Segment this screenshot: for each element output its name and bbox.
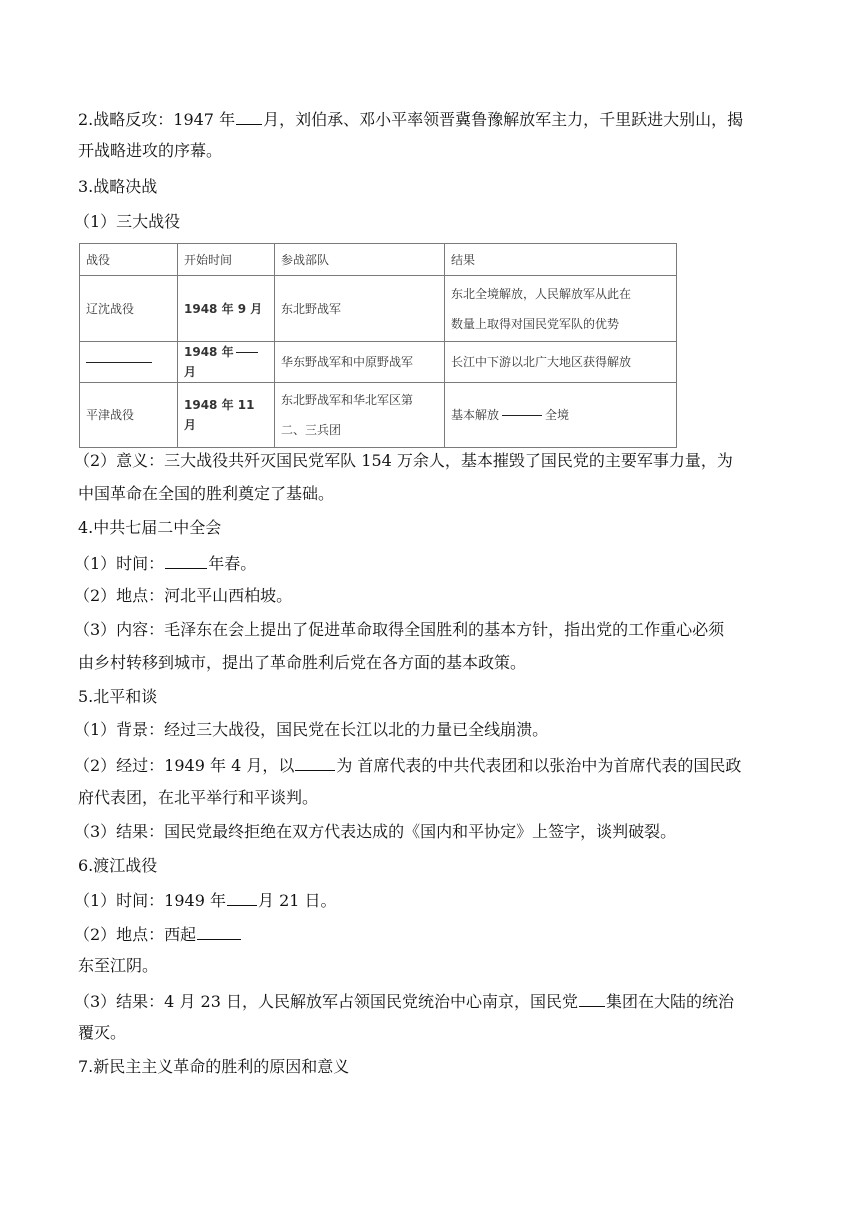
month-blank bbox=[227, 889, 257, 906]
section6-time-after: 月 21 日。 bbox=[258, 891, 337, 910]
cell-result bbox=[445, 276, 677, 342]
cell-forces-line2: 二、三兵团 bbox=[281, 423, 342, 437]
cell-battle: 平津战役 bbox=[80, 383, 178, 448]
section4-title: 4.中共七届二中全会 bbox=[78, 518, 222, 537]
section2-paragraph-line1 bbox=[78, 108, 788, 130]
cell-time bbox=[178, 342, 275, 383]
cell-result-after: 全境 bbox=[545, 408, 570, 422]
cell-forces bbox=[275, 383, 445, 448]
cell-time: 1948 年 9 月 bbox=[178, 276, 275, 342]
section5-process-after: 为 首席代表的中共代表团和以张治中为首席代表的国民政 bbox=[336, 756, 742, 775]
cell-forces: 东北野战军 bbox=[275, 276, 445, 342]
three-battles-table bbox=[79, 243, 677, 448]
section6-place-before: （2）地点：西起 bbox=[74, 925, 197, 944]
section4-content-line2: 由乡村转移到城市，提出了革命胜利后党在各方面的基本政策。 bbox=[78, 653, 527, 672]
section5-title: 5.北平和谈 bbox=[78, 687, 158, 706]
section6-result-after: 集团在大陆的统治 bbox=[605, 992, 734, 1011]
section6-result-line1 bbox=[74, 990, 784, 1012]
delegate-blank bbox=[295, 754, 335, 771]
cell-result-before: 基本解放 bbox=[451, 408, 500, 422]
year-blank bbox=[165, 552, 207, 569]
section5-process-line1 bbox=[74, 754, 784, 776]
cell-battle-blank bbox=[80, 342, 178, 383]
header-battle: 战役 bbox=[80, 244, 178, 276]
section3-title: 3.战略决战 bbox=[78, 177, 158, 196]
cell-time-before: 1948 年 bbox=[184, 345, 234, 359]
section6-result-before: （3）结果：4 月 23 日，人民解放军占领国民党统治中心南京，国民党 bbox=[74, 992, 578, 1011]
section6-place bbox=[74, 923, 784, 945]
month-blank bbox=[236, 352, 258, 353]
group-blank bbox=[579, 990, 605, 1007]
section4-content-line1: （3）内容：毛泽东在会上提出了促进革命取得全国胜利的基本方针，指出党的工作重心必须 bbox=[74, 620, 725, 639]
table-row bbox=[80, 342, 677, 383]
section4-place: （2）地点：河北平山西柏坡。 bbox=[74, 586, 293, 605]
section4-time bbox=[74, 552, 784, 574]
section4-time-before: （1）时间： bbox=[74, 554, 165, 573]
section5-background: （1）背景：经过三大战役，国民党在长江以北的力量已全线崩溃。 bbox=[74, 720, 549, 739]
header-start-time: 开始时间 bbox=[178, 244, 275, 276]
section7-title: 7.新民主主义革命的胜利的原因和意义 bbox=[78, 1057, 350, 1076]
section3-sub2-line1: （2）意义：三大战役共歼灭国民党军队 154 万余人，基本摧毁了国民党的主要军事力量，为 bbox=[74, 451, 733, 470]
section2-paragraph-line2: 开战略进攻的序幕。 bbox=[78, 141, 223, 160]
section3-sub2-line2: 中国革命在全国的胜利奠定了基础。 bbox=[78, 484, 335, 503]
section2-text-before-blank: 2.战略反攻：1947 年 bbox=[78, 110, 236, 129]
region-blank bbox=[502, 415, 542, 416]
section6-time bbox=[74, 889, 784, 911]
battle-name-blank bbox=[86, 362, 152, 363]
section6-place-line2: 东至江阴。 bbox=[78, 956, 159, 975]
cell-battle: 辽沈战役 bbox=[80, 276, 178, 342]
table-row bbox=[80, 383, 677, 448]
cell-result: 长江中下游以北广大地区获得解放 bbox=[445, 342, 677, 383]
cell-result bbox=[445, 383, 677, 448]
table-header-row bbox=[80, 244, 677, 276]
cell-time-after: 月 bbox=[184, 365, 197, 379]
cell-forces-line1: 东北野战军和华北军区第 bbox=[281, 393, 414, 407]
cell-time: 1948 年 11 月 bbox=[178, 383, 275, 448]
header-forces: 参战部队 bbox=[275, 244, 445, 276]
section6-time-before: （1）时间：1949 年 bbox=[74, 891, 226, 910]
section3-sub1: （1）三大战役 bbox=[74, 212, 181, 231]
place-blank bbox=[197, 923, 241, 940]
section2-text-after-blank: 月，刘伯承、邓小平率领晋冀鲁豫解放军主力，千里跃进大别山，揭 bbox=[263, 110, 744, 129]
cell-result-line2: 数量上取得对国民党军队的优势 bbox=[451, 316, 620, 331]
section6-result-line2: 覆灭。 bbox=[78, 1023, 127, 1042]
table-row bbox=[80, 276, 677, 342]
month-blank bbox=[236, 108, 262, 125]
cell-forces: 华东野战军和中原野战军 bbox=[275, 342, 445, 383]
section5-result: （3）结果：国民党最终拒绝在双方代表达成的《国内和平协定》上签字，谈判破裂。 bbox=[74, 822, 677, 841]
section4-time-after: 年春。 bbox=[208, 554, 257, 573]
section5-process-before: （2）经过：1949 年 4 月，以 bbox=[74, 756, 295, 775]
cell-result-line1: 东北全境解放，人民解放军从此在 bbox=[451, 286, 632, 301]
header-result: 结果 bbox=[445, 244, 677, 276]
section6-title: 6.渡江战役 bbox=[78, 856, 158, 875]
section5-process-line2: 府代表团，在北平举行和平谈判。 bbox=[78, 788, 319, 807]
